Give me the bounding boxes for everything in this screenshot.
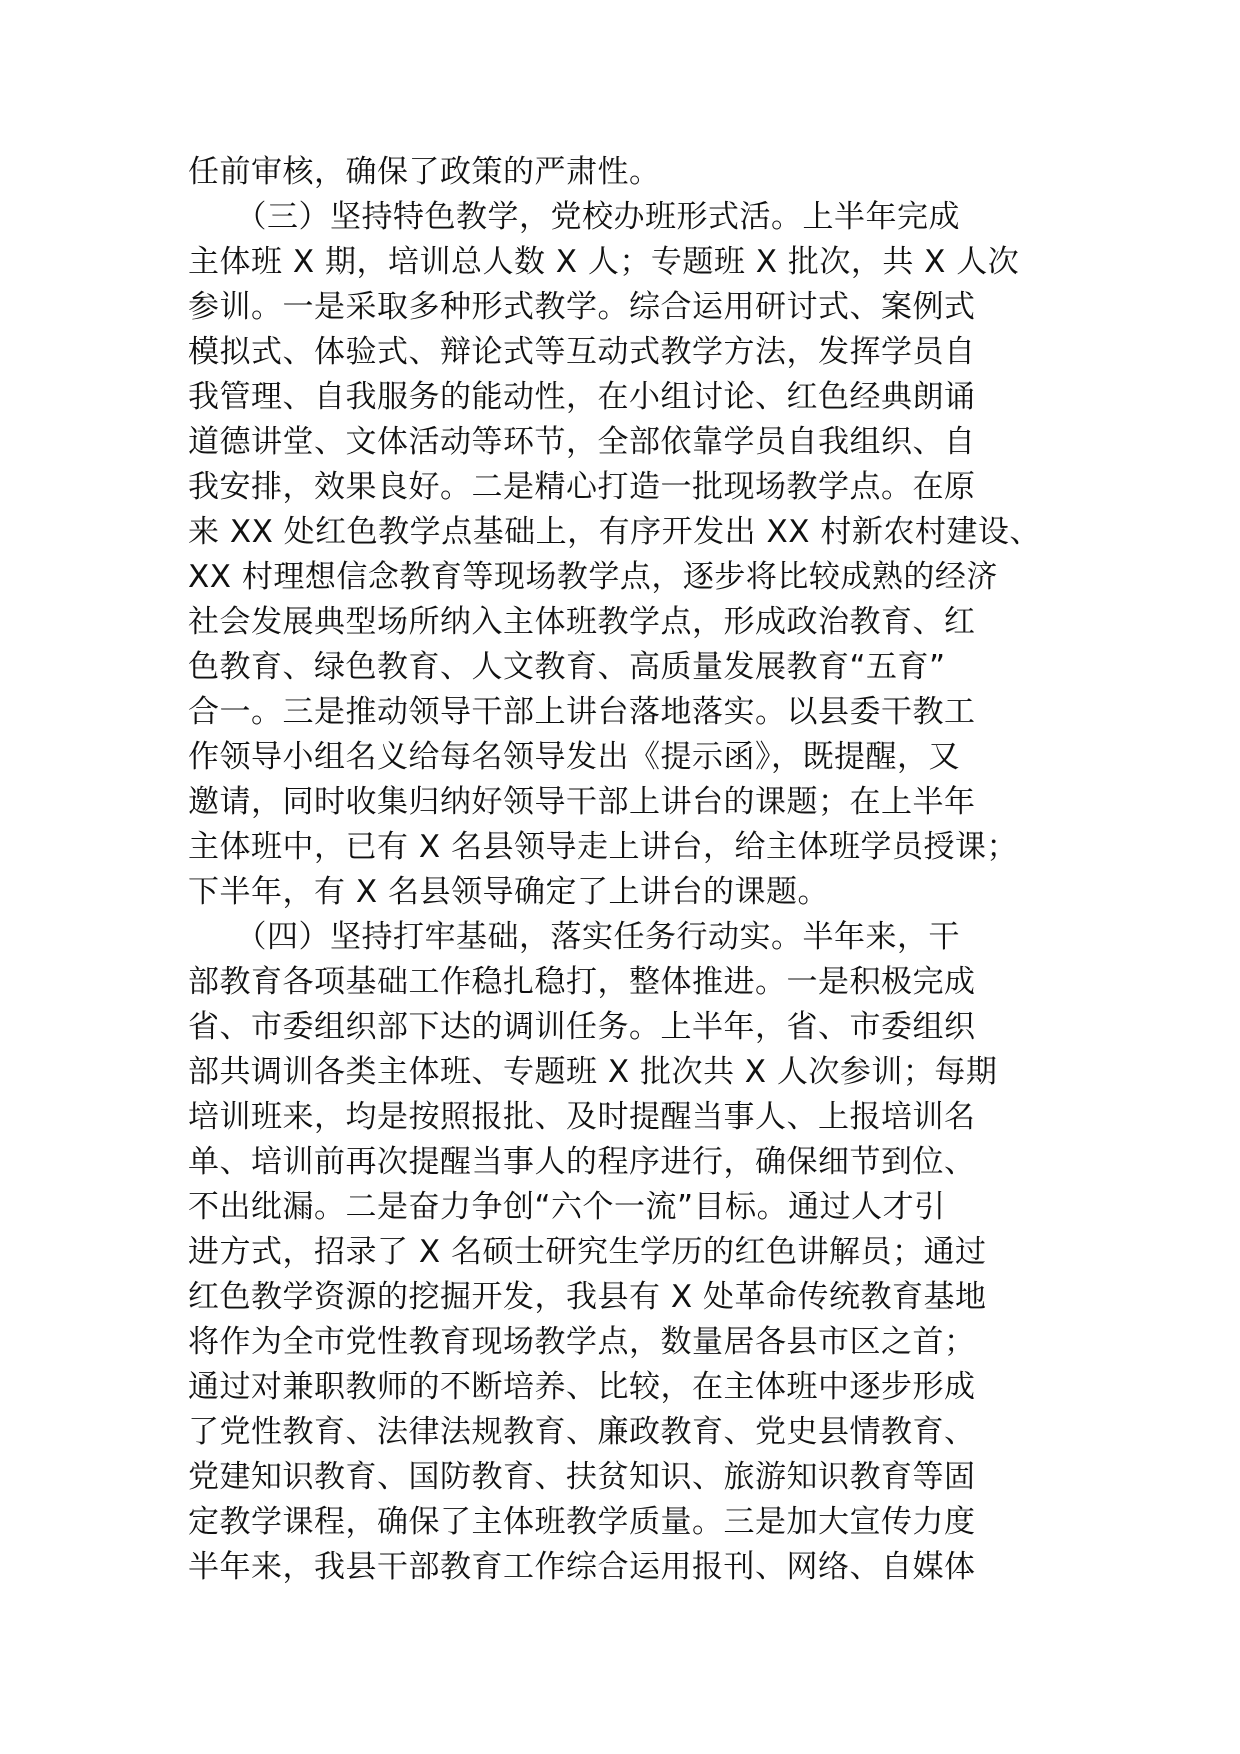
text-line: 色教育、绿色教育、人文教育、高质量发展教育“五育” <box>188 649 946 685</box>
text-line: 邀请，同时收集归纳好领导干部上讲台的课题；在上半年 <box>188 784 976 820</box>
text-line: 作领导小组名义给每名领导发出《提示函》，既提醒，又 <box>188 739 960 775</box>
text-line: 单、培训前再次提醒当事人的程序进行，确保细节到位、 <box>188 1144 976 1180</box>
text-line: 来 XX 处红色教学点基础上，有序开发出 XX 村新农村建设、 <box>188 514 1041 550</box>
text-line: 了党性教育、法律法规教育、廉政教育、党史县情教育、 <box>188 1414 976 1450</box>
text-line: 参训。一是采取多种形式教学。综合运用研讨式、案例式 <box>188 289 976 325</box>
text-line: 将作为全市党性教育现场教学点，数量居各县市区之首； <box>188 1324 976 1360</box>
text-line: 道德讲堂、文体活动等环节，全部依靠学员自我组织、自 <box>188 424 976 460</box>
text-line: 任前审核，确保了政策的严肃性。 <box>188 154 661 190</box>
text-line: 主体班中，已有 X 名县领导走上讲台，给主体班学员授课； <box>188 829 1018 865</box>
text-line: XX 村理想信念教育等现场教学点，逐步将比较成熟的经济 <box>188 559 998 595</box>
text-line: 通过对兼职教师的不断培养、比较，在主体班中逐步形成 <box>188 1369 976 1405</box>
text-line: 定教学课程，确保了主体班教学质量。三是加大宣传力度 <box>188 1504 976 1540</box>
text-line: 合一。三是推动领导干部上讲台落地落实。以县委干教工 <box>188 694 976 730</box>
text-line: （三）坚持特色教学，党校办班形式活。上半年完成 <box>188 199 960 235</box>
text-line: 社会发展典型场所纳入主体班教学点，形成政治教育、红 <box>188 604 976 640</box>
text-line: 部教育各项基础工作稳扎稳打，整体推进。一是积极完成 <box>188 964 976 1000</box>
text-line: 党建知识教育、国防教育、扶贫知识、旅游知识教育等固 <box>188 1459 976 1495</box>
text-line: 模拟式、体验式、辩论式等互动式教学方法，发挥学员自 <box>188 334 976 370</box>
text-line: 不出纰漏。二是奋力争创“六个一流”目标。通过人才引 <box>188 1189 946 1225</box>
text-line: 半年来，我县干部教育工作综合运用报刊、网络、自媒体 <box>188 1549 976 1585</box>
text-line: 我安排，效果良好。二是精心打造一批现场教学点。在原 <box>188 469 976 505</box>
text-line: （四）坚持打牢基础，落实任务行动实。半年来，干 <box>188 919 960 955</box>
text-line: 红色教学资源的挖掘开发，我县有 X 处革命传统教育基地 <box>188 1279 987 1315</box>
text-line: 省、市委组织部下达的调训任务。上半年，省、市委组织 <box>188 1009 976 1045</box>
text-line: 部共调训各类主体班、专题班 X 批次共 X 人次参训；每期 <box>188 1054 998 1090</box>
text-line: 主体班 X 期，培训总人数 X 人；专题班 X 批次，共 X 人次 <box>188 244 1020 280</box>
body-text <box>188 150 1088 1590</box>
text-line: 我管理、自我服务的能动性，在小组讨论、红色经典朗诵 <box>188 379 976 415</box>
text-line: 培训班来，均是按照报批、及时提醒当事人、上报培训名 <box>188 1099 976 1135</box>
text-line: 下半年，有 X 名县领导确定了上讲台的课题。 <box>188 874 829 910</box>
text-line: 进方式，招录了 X 名硕士研究生学历的红色讲解员；通过 <box>188 1234 987 1270</box>
